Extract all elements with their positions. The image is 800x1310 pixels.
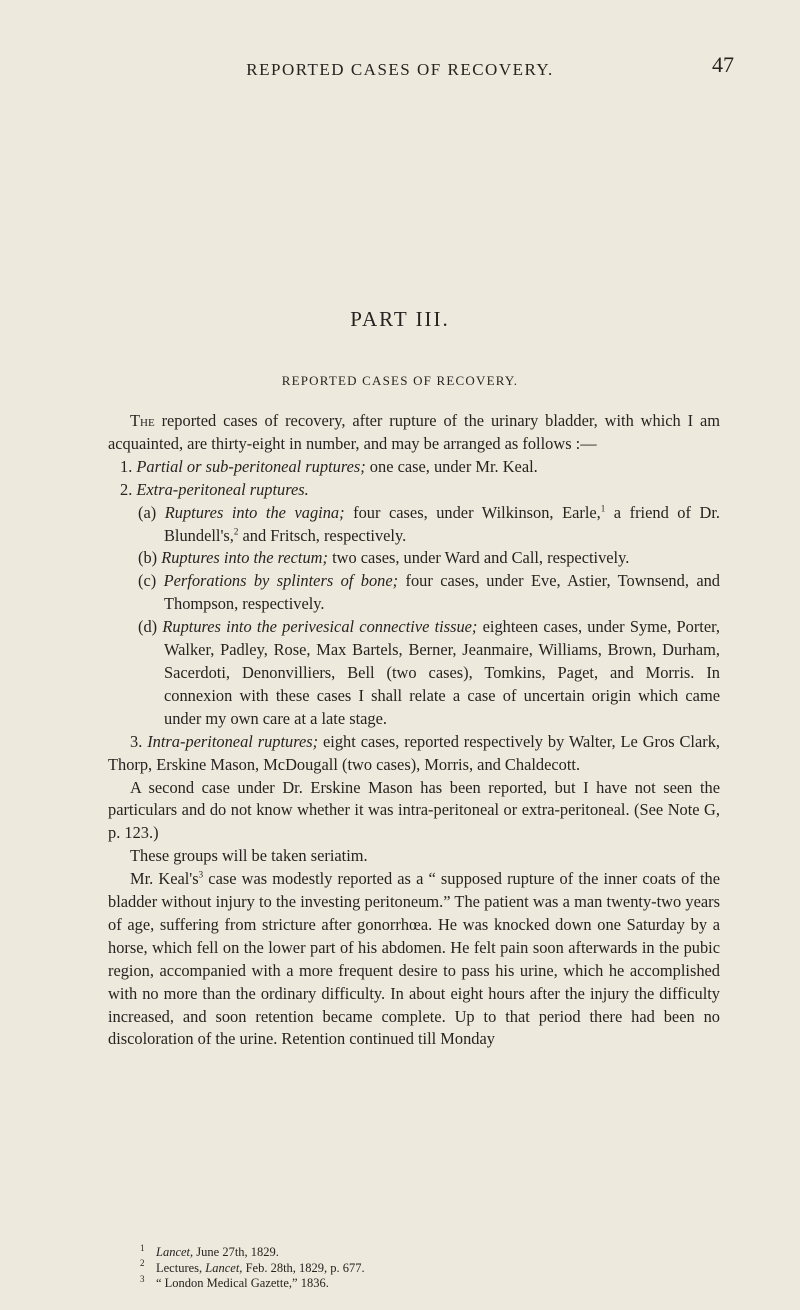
list-text: four cases, under Wilkinson, Earle, <box>344 502 601 522</box>
list-item-2c <box>108 570 720 616</box>
body-text <box>108 410 720 1051</box>
list-text: a friend of Dr. Blundell's, <box>164 502 721 545</box>
list-item-2 <box>108 479 720 502</box>
list-title: Perforations by splinters of bone; <box>163 571 399 591</box>
list-title: Ruptures into the rectum; <box>161 548 328 568</box>
footnote-text: Lectures, <box>156 1260 206 1275</box>
list-item-1 <box>108 456 720 479</box>
footnote: 2 Lectures, Lancet, Feb. 28th, 1829, p. 677. <box>140 1258 365 1275</box>
list-title: Ruptures into the vagina; <box>164 502 345 522</box>
list-number: 3. <box>130 731 148 751</box>
list-text: one case, under Mr. Keal. <box>365 456 538 476</box>
footnote-ref: 1 <box>600 503 606 514</box>
intro-lead-word: The <box>130 411 155 430</box>
intro-text: reported cases of recovery, after rupture of the urinary bladder, with which I am acquainted, are thirty-eight in number, and may be arranged as follows :— <box>108 411 720 453</box>
list-text: eighteen cases, under Syme, Porter, Walker, Padley, Rose, Max Bartels, Berner, Jeanmaire, Williams, Brown, Durham, Sacerdoti, Denonvilliers, Bell (two cases), Tomkins, Paget, and Morris. In connexion with these cases I shall relate a case of uncertain origin which came under my own care at a late stage. <box>164 617 721 728</box>
paragraph: A second case under Dr. Erskine Mason has been reported, but I have not seen the particulars and do not know whether it was intra-peritoneal or extra-peritoneal. (See Note G, p. 123.) <box>108 777 720 843</box>
list-number: (a) <box>138 502 165 522</box>
running-head: REPORTED CASES OF RECOVERY. <box>246 60 554 79</box>
footnote-source: Lancet, <box>205 1260 243 1275</box>
part-title: PART III. <box>350 307 450 331</box>
list-title: Ruptures into the perivesical connective tissue; <box>162 617 478 637</box>
footnote: 1 Lancet, June 27th, 1829. <box>140 1242 279 1259</box>
list-title: Extra-peritoneal ruptures. <box>136 479 309 499</box>
footnote-source: Lancet, <box>156 1245 194 1259</box>
footnotes <box>140 1242 700 1292</box>
section-title: REPORTED CASES OF RECOVERY. <box>281 373 519 388</box>
list-title: Partial or sub-peritoneal ruptures; <box>136 456 366 476</box>
list-item-2d <box>108 616 720 731</box>
paragraph-text: case was modestly reported as a “ supposed rupture of the inner coats of the bladder without injury to the investing peritoneum.” The patient was a man twenty-two years of age, suffering from stricture after gonorrhœa. He was knocked down one Saturday by a horse, which fell on the lower part of his abdomen. He felt pain soon afterwards in the pubic region, accompanied with a more frequent desire to pass his urine, which he accomplished with no more than the ordinary difficulty. In about eight hours after the injury the difficulty increased, and soon retention became complete. Up to that period there had been no discoloration of the urine. Retention continued till Monday <box>108 869 720 1049</box>
list-number: (d) <box>138 617 163 637</box>
list-text: four cases, under Eve, Astier, Townsend, and Thompson, respectively. <box>164 571 720 614</box>
paragraph <box>108 868 720 1051</box>
list-number: 1. <box>120 456 137 476</box>
paragraph-text: Mr. Keal's <box>130 869 199 889</box>
footnote-ref: 2 <box>233 526 239 537</box>
footnote: 3 “ London Medical Gazette,” 1836. <box>140 1273 329 1290</box>
list-number: (b) <box>138 548 162 568</box>
paragraph: These groups will be taken seriatim. <box>130 846 368 866</box>
list-number: (c) <box>138 571 164 591</box>
list-text: and Fritsch, respectively. <box>238 525 407 545</box>
list-text: two cases, under Ward and Call, respectively. <box>327 548 630 568</box>
list-text: eight cases, reported respectively by Walter, Le Gros Clark, Thorp, Erskine Mason, McDougall (two cases), Morris, and Chaldecott. <box>108 731 720 774</box>
list-title: Intra-peritoneal ruptures; <box>147 731 319 751</box>
list-number: 2. <box>120 479 137 499</box>
list-item-2a <box>108 502 720 548</box>
page-number: 47 <box>712 52 734 77</box>
intro-paragraph <box>108 410 720 456</box>
footnote-text: Feb. 28th, 1829, p. 677. <box>242 1260 365 1275</box>
list-item-2b <box>108 547 720 570</box>
footnote-ref: 3 <box>198 869 204 880</box>
footnote-text: June 27th, 1829. <box>193 1245 279 1259</box>
footnote-text: “ London Medical Gazette,” 1836. <box>156 1276 329 1290</box>
list-item-3 <box>108 731 720 777</box>
